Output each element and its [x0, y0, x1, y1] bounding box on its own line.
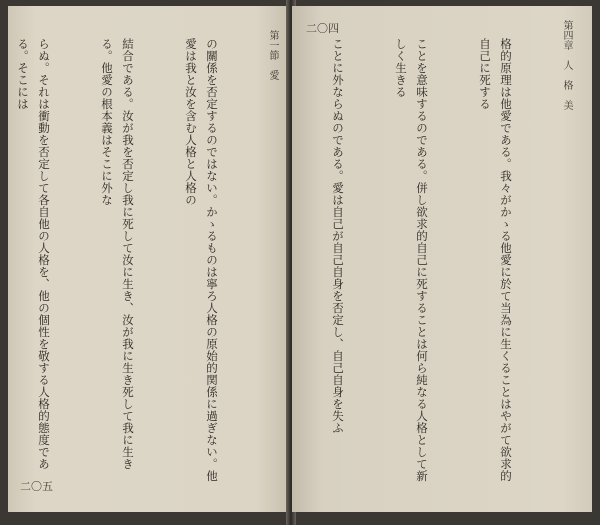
text-column: 結合である。汝が我を否定し我に死して汝に生き、汝が我に生き死して我に生きる。他愛の根本義はそこに外な — [100, 38, 135, 470]
running-header: 第四章 人 格 美 — [561, 20, 572, 110]
text-column: 格的原理は他愛である。我々がかゝる他愛に於て当為に生くることはやがて欲求的自己に死する — [478, 38, 513, 482]
text-column: らぬ。それは衝動を否定して各自他の人格を、他の個性を敬する人格的態度である。そこには — [16, 38, 51, 470]
left-page — [8, 6, 290, 512]
left-page-text — [16, 38, 264, 482]
text-column: の關係を否定するのではない。かゝるものは寧ろ人格の原始的関係に過ぎない。他愛は我と汝を含む人格と人格の — [184, 38, 219, 482]
text-column: ことに外ならぬのである。愛は自己が自己自身を否定し、自己自身を失ふ — [331, 38, 345, 434]
page-number: 二〇四 — [306, 22, 339, 35]
right-page — [292, 6, 592, 512]
text-column: ことを意味するのである。併し欲求的自己に死することは何ら純なる人格として新しく生きる — [394, 38, 429, 482]
page-number: 二〇五 — [20, 480, 53, 493]
section-heading: 第一節 愛 — [267, 30, 278, 80]
right-page-text — [306, 38, 558, 482]
